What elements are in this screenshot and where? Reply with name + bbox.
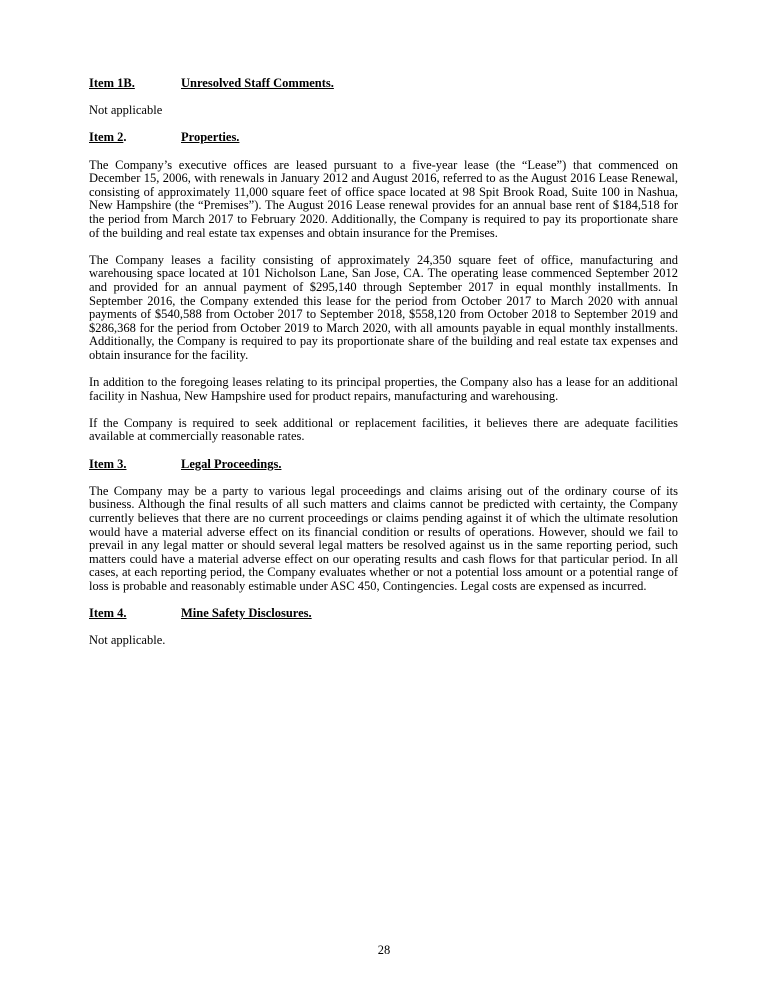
section-heading-item-2 xyxy=(89,131,678,145)
properties-paragraph-2: The Company leases a facility consisting of approximately 24,350 square feet of office, manufacturing and warehousing space located at 101 Nicholson Lane, San Jose, CA. The operating lease commenced September 2012 and provided for an annual payment of $295,140 through September 2017 in equal monthly installments. In September 2016, the Company extended this lease for the period from October 2017 to March 2020 with annual payments of $540,588 from October 2017 to September 2018, $558,120 from October 2018 to September 2019 and $286,368 for the period from October 2019 to March 2020, with all amounts payable in equal monthly installments. Additionally, the Company is required to pay its proportionate share of the building and real estate tax expenses and obtain insurance for the facility. xyxy=(89,252,678,362)
section-heading-item-4 xyxy=(89,607,678,621)
document-content xyxy=(89,77,678,662)
page-number: 28 xyxy=(377,943,391,957)
item-1b-body-text: Not applicable xyxy=(89,103,163,118)
properties-paragraph-4: If the Company is required to seek additional or replacement facilities, it believes there are adequate facilities available at commercially reasonable rates. xyxy=(89,415,678,444)
item-2-title: Properties. xyxy=(181,130,240,145)
properties-paragraph-3: In addition to the foregoing leases relating to its principal properties, the Company also has a lease for an additional facility in Nashua, New Hampshire used for product repairs, manufacturing and warehousing. xyxy=(89,375,678,403)
item-4-label: Item 4. xyxy=(89,606,127,621)
item-2-label: Item 2. xyxy=(89,130,127,145)
item-4-body-text: Not applicable. xyxy=(89,633,166,648)
legal-proceedings-paragraph: The Company may be a party to various legal proceedings and claims arising out of the ordinary course of its business. Although the final results of all such matters and claims cannot be predicted with certainty, the Company currently believes that there are no current proceedings or claims pending against it of which the ultimate resolution would have a material adverse effect on its financial condition or results of operations. However, should we fail to prevail in any legal matter or should several legal matters be resolved against us in the same reporting period, such matters could have a material adverse effect on our operating results and cash flows for that particular period. In all cases, at each reporting period, the Company evaluates whether or not a potential loss amount or a potential range of loss is probable and reasonably estimable under ASC 450, Contingencies. Legal costs are expensed as incurred. xyxy=(89,483,678,593)
section-heading-item-3 xyxy=(89,458,678,472)
item-1b-label: Item 1B. xyxy=(89,76,135,90)
item-4-title: Mine Safety Disclosures. xyxy=(181,606,312,621)
section-heading-item-1b xyxy=(89,77,678,91)
properties-paragraph-1: The Company’s executive offices are leased pursuant to a five-year lease (the “Lease”) that commenced on December 15, 2006, with renewals in January 2012 and August 2016, referred to as the August 2016 Lease Renewal, consisting of approximately 11,000 square feet of office space located at 98 Spit Brook Road, Suite 100 in Nashua, New Hampshire (the “Premises”). The August 2016 Lease renewal provides for an annual base rent of $184,518 for the period from March 2017 to February 2020. Additionally, the Company is required to pay its proportionate share of the building and real estate tax expenses and obtain insurance for the Premises. xyxy=(89,157,678,240)
item-3-label: Item 3. xyxy=(89,456,127,471)
item-3-title: Legal Proceedings. xyxy=(181,456,282,471)
item-1b-title: Unresolved Staff Comments. xyxy=(181,76,334,90)
